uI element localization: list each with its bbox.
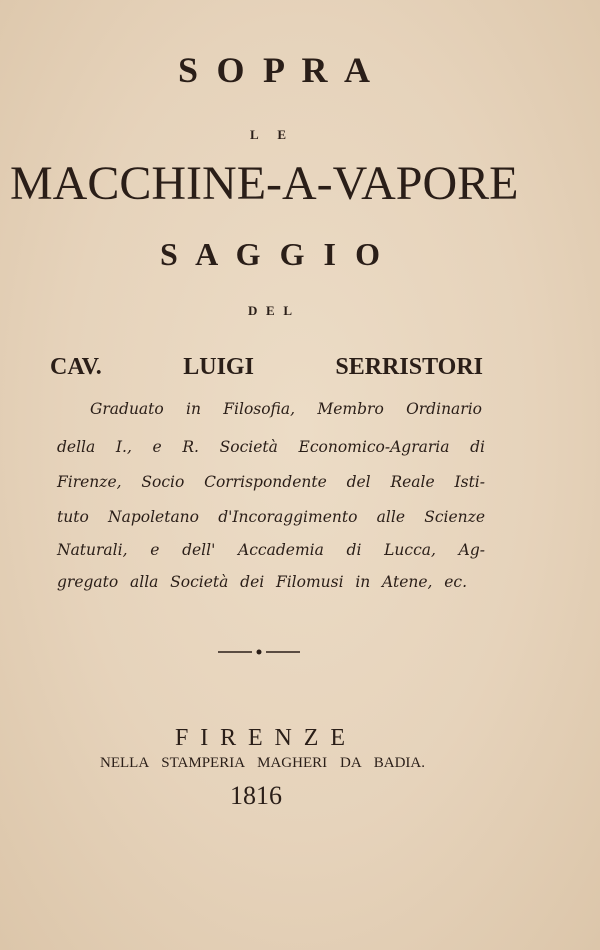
credentials-line: tuto Napoletano d'Incoraggimento alle Scienze: [57, 508, 485, 526]
title-macchine-a-vapore: MACCHINE-A-VAPORE: [10, 157, 519, 210]
title-sopra: S O P R A: [178, 50, 370, 90]
title-le: L E: [250, 127, 286, 142]
title-del: D E L: [248, 303, 292, 318]
author-name: CAV. LUIGI SERRISTORI: [50, 354, 483, 380]
imprint-year: 1816: [230, 781, 282, 810]
imprint-printer: NELLA STAMPERIA MAGHERI DA BADIA.: [100, 755, 425, 771]
credentials-line: della I., e R. Società Economico-Agraria di: [57, 438, 485, 456]
imprint-city: F I R E N Z E: [175, 725, 345, 751]
credentials-line: Firenze, Socio Corrispondente del Reale Isti-: [57, 473, 485, 491]
credentials-line: gregato alla Società dei Filomusi in Atene, ec.: [57, 573, 467, 591]
credentials-line: Naturali, e dell' Accademia di Lucca, Ag-: [57, 541, 485, 559]
title-saggio: S A G G I O: [160, 236, 380, 272]
ornament-rule-icon: [218, 648, 300, 656]
credentials-line: Graduato in Filosofia, Membro Ordinario: [90, 400, 482, 418]
